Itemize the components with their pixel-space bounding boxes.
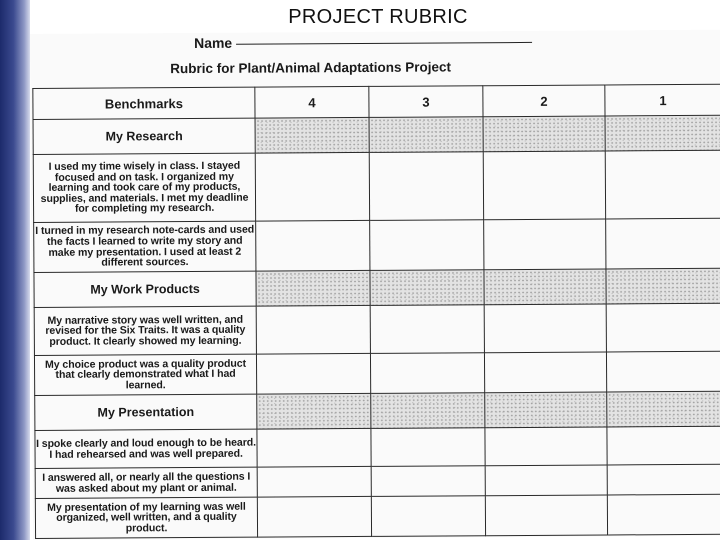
score-cell [606,303,720,352]
criterion-text: I used my time wisely in class. I stayed focused and on task. I organized my learning and took care of my products, supplies, and materials. I met my deadline for completing my research. [33,153,255,222]
criterion-row [35,426,720,468]
score-cell [256,220,370,271]
score-cell [371,466,485,497]
shaded-score-cell [255,117,369,153]
shaded-score-cell [256,270,370,306]
section-heading: My Work Products [34,271,256,307]
score-cell [606,218,720,269]
score-cell [371,496,485,537]
score-cell [257,466,371,497]
criterion-text: I turned in my research note-cards and used the facts I learned to write my story and make my presentation. I used at least 2 different sources. [34,221,256,272]
criterion-row [34,303,720,355]
score-cell [607,494,720,535]
section-heading: My Research [33,118,255,154]
benchmarks-header: Benchmarks [33,87,255,119]
criterion-row [33,150,720,222]
shaded-score-cell [606,268,720,304]
shaded-score-cell [369,117,483,153]
shaded-score-cell [484,269,606,305]
score-cell [257,428,371,467]
name-field [194,33,532,51]
score-cell [485,495,607,536]
score-cell [484,352,606,393]
score-cell [370,305,484,354]
score-cell [483,151,605,220]
criterion-text: My presentation of my learning was well organized, well written, and a quality product. [35,497,257,538]
criterion-text: I spoke clearly and loud enough to be heard. I had rehearsed and was well prepared. [35,429,257,468]
criterion-text: My narrative story was well written, and revised for the Six Traits. It was a quality product. It clearly showed my learning. [34,306,256,355]
score-header-1: 1 [605,84,720,116]
shaded-score-cell [607,391,720,427]
slide-title: PROJECT RUBRIC [288,6,468,28]
score-cell [255,152,369,221]
section-heading: My Presentation [35,394,257,430]
shaded-score-cell [605,115,720,151]
name-label: Name [194,34,233,51]
criterion-row [35,464,720,498]
rubric-table [32,84,720,539]
score-cell [485,427,607,466]
shaded-score-cell [483,116,605,152]
score-header-4: 4 [255,86,369,118]
scanned-rubric-document [30,30,720,540]
shaded-score-cell [485,392,607,428]
score-cell [607,464,720,495]
score-cell [607,426,720,465]
section-row-research [33,115,720,154]
score-cell [605,150,720,219]
score-header-3: 3 [369,86,483,118]
score-cell [484,304,606,353]
criterion-text: I answered all, or nearly all the questions I was asked about my plant or animal. [35,467,257,498]
shaded-score-cell [371,393,485,429]
score-header-2: 2 [483,85,605,117]
criterion-row [34,218,720,272]
rubric-subtitle: Rubric for Plant/Animal Adaptations Project [170,59,452,77]
name-blank-line [236,42,532,45]
section-row-presentation [35,391,720,430]
header-row [33,84,720,119]
slide-sidebar-accent [0,0,30,540]
score-cell [370,353,484,394]
score-cell [606,351,720,392]
shaded-score-cell [370,270,484,306]
score-cell [484,219,606,270]
section-row-work-products [34,268,720,307]
score-cell [256,305,370,354]
criterion-row [34,351,720,395]
score-cell [257,496,371,537]
score-cell [485,465,607,496]
score-cell [370,220,484,271]
criterion-row [35,494,720,538]
criterion-text: My choice product was a quality product that clearly demonstrated what I had learned. [34,354,256,395]
score-cell [371,428,485,467]
shaded-score-cell [257,393,371,429]
score-cell [256,353,370,394]
score-cell [369,152,483,221]
